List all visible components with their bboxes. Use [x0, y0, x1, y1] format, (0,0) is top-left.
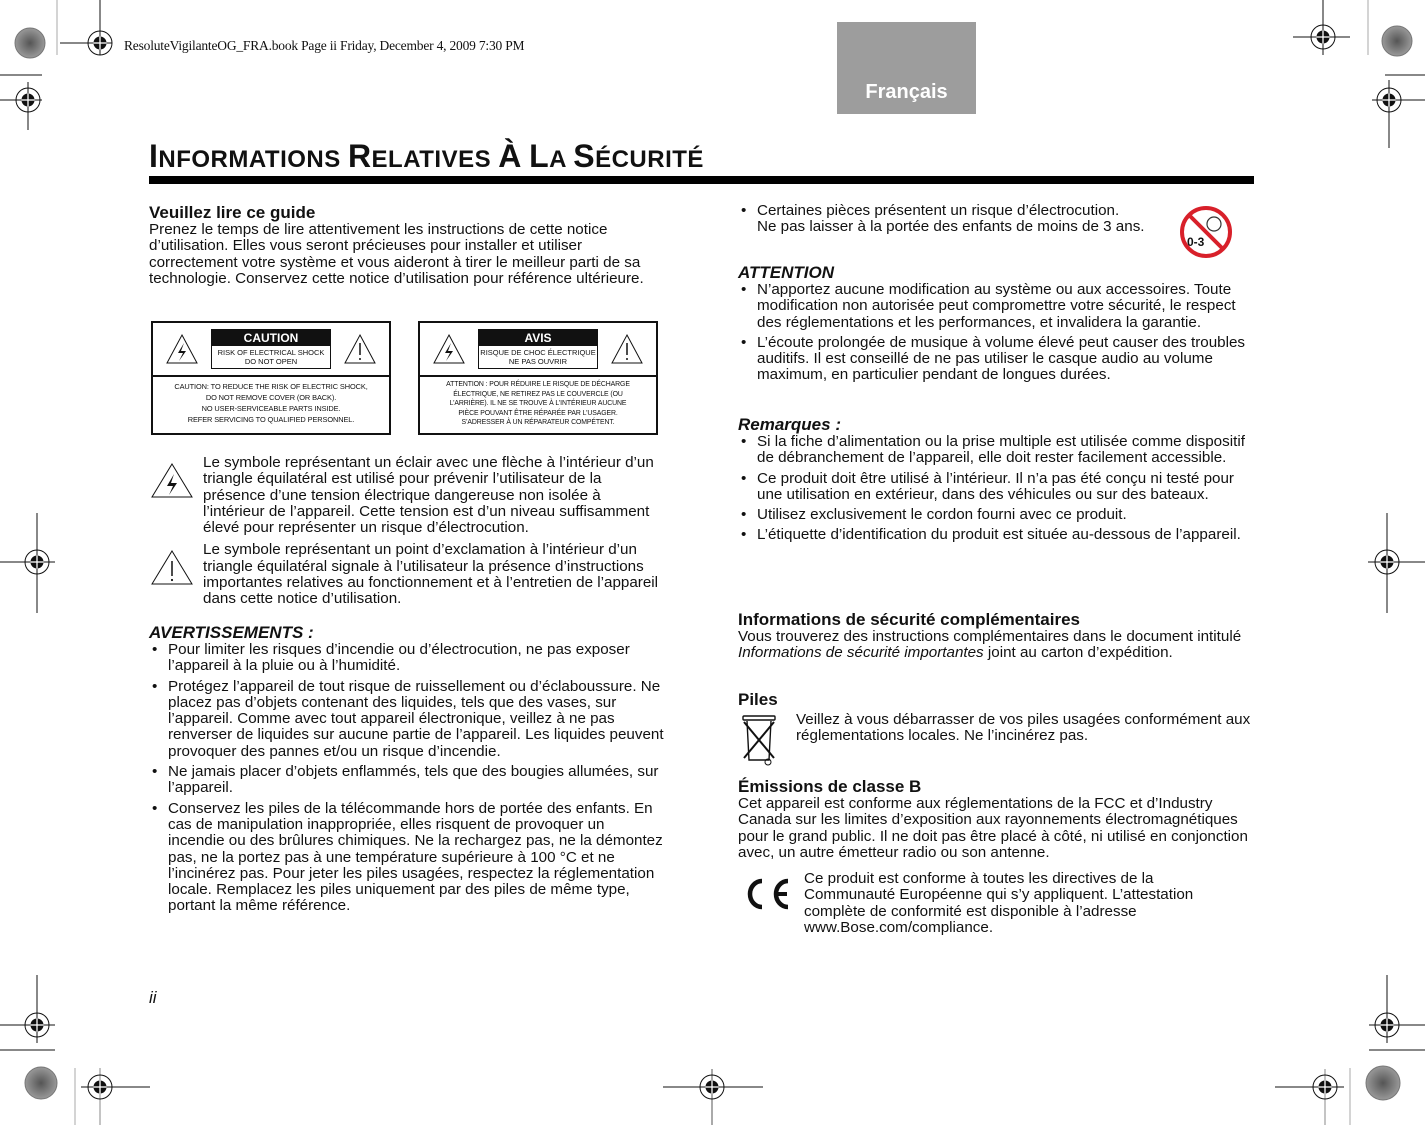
lightning-triangle-icon [432, 333, 466, 365]
list-item: • Pour limiter les risques d’incendie ou d’électrocution, ne pas exposer l’appareil à la pluie ou à l’humidité. [149, 642, 664, 675]
remarks-section [738, 415, 1253, 548]
language-tab [837, 22, 976, 114]
emissions-section: Émissions de classe B Cet appareil est conforme aux réglementations de la FCC et d’Industry Canada sur les limites d’exposition aux rayonnements électromagnétiques pour le grand public. Il ne doit pas être placé à côté, ni utilisé en conjonction avec, un autre émetteur radio ou son antenne. Ce produit est conforme à toutes les directives de la Communauté Européenne qui s’y appliquent. L’attestation complète de conformité est disponible à l’adresse www.Bose.com/compliance. [738, 777, 1253, 936]
list-item: • L’étiquette d’identification du produit est située au-dessous de l’appareil. [738, 527, 1253, 543]
list-item: • Certaines pièces présentent un risque d’électrocution. Ne pas laisser à la portée des enfants de moins de 3 ans. [738, 203, 1178, 236]
ce-mark-icon [738, 871, 804, 915]
exclamation-triangle-icon [610, 333, 644, 365]
symbol-row: Le symbole représentant un éclair avec une flèche à l’intérieur d’un triangle équilatéral est utilisé pour prévenir l’utilisateur de la présence d’une tension électrique dangereuse non isolée à l’intérieur de l’appareil. Cette tension est d’un niveau suffisamment élevé pour représenter un risque d’électrocution. [151, 455, 666, 536]
batteries-section: Piles Veillez à vous débarrasser de vos piles usagées conformément aux réglementations locales. Ne l’incinérez pas. [738, 690, 1253, 768]
warnings-list [149, 642, 664, 915]
avis-label: AVIS RISQUE DE CHOC ÉLECTRIQUE NE PAS OUVRIR ATTENTION : POUR RÉDUIRE LE RISQUE DE DÉCHARGE ÉLECTRIQUE, NE RETIREZ PAS LE COUVERCLE (OU L’ARRIÈRE). IL NE SE TROUVE À L’INTÉRIEUR AUCUNE PIÈCE POUVANT ÊTRE RÉPARÉE PAR L’USAGER. S’ADRESSER À UN RÉPARATEUR COMPÉTENT. [418, 321, 658, 435]
lightning-triangle-icon [151, 461, 193, 499]
remarks-heading: Remarques : [738, 415, 841, 434]
list-item: • N’apportez aucune modification au système ou aux accessoires. Toute modification non autorisée peut compromettre votre sécurité, le respect des réglementations et les performances, et invalidera la garantie. [738, 282, 1253, 331]
emissions-heading: Émissions de classe B [738, 777, 922, 796]
attention-section [738, 263, 1253, 388]
extra-safety-info: Informations de sécurité complémentaires Vous trouverez des instructions complémentaires dans le document intitulé Informations de sécurité importantes joint au carton d’expédition. [738, 610, 1253, 662]
extra-info-heading: Informations de sécurité complémentaires [738, 610, 1080, 629]
attention-heading: ATTENTION [738, 263, 835, 282]
caution-label: CAUTION RISK OF ELECTRICAL SHOCK DO NOT OPEN CAUTION: TO REDUCE THE RISK OF ELECTRIC SHOCK, DO NOT REMOVE COVER (OR BACK). NO USER-SERVICEABLE PARTS INSIDE. REFER SERVICING TO QUALIFIED PERSONNEL. [151, 321, 391, 435]
symbol-row: Le symbole représentant un point d’exclamation à l’intérieur d’un triangle équilatéral signale à l’utilisateur la présence d’instructions importantes relatives au fonctionnement et à l’entretien de l’appareil dans cette notice d’utilisation. [151, 542, 666, 607]
list-item: • Si la fiche d’alimentation ou la prise multiple est utilisée comme dispositif de débranchement de l’appareil, elle doit rester facilement accessible. [738, 434, 1253, 467]
language-tab-label: Français [865, 81, 948, 103]
list-item: • Utilisez exclusivement le cordon fourni avec ce produit. [738, 507, 1253, 523]
list-item: • Ce produit doit être utilisé à l’intérieur. Il n’a pas été conçu ni testé pour une utilisation en extérieur, dans des véhicules ou sur des bateaux. [738, 471, 1253, 504]
list-item: • Conservez les piles de la télécommande hors de portée des enfants. En cas de manipulation inappropriée, elles risquent de provoquer un incendie ou des brûlures chimiques. Ne la rechargez pas, ne la démontez pas, ne la portez pas à une température supérieure à 100 °C et ne l’incinérez pas. Pour jeter les piles usagées, respectez la réglementation locale. Remplacez les piles uniquement par des piles de même type, portant la même référence. [149, 801, 664, 915]
list-item: • Ne jamais placer d’objets enflammés, tels que des bougies allumées, sur l’appareil. [149, 764, 664, 797]
warnings-section [149, 623, 664, 919]
read-guide-body: Prenez le temps de lire attentivement les instructions de cette notice d’utilisation. Elles vous seront précieuses pour installer et utiliser correctement votre système et vous aideront à tirer le meilleur parti de sa technologie. Conservez cette notice d’utilisation pour référence ultérieure. [149, 221, 644, 287]
symbol-explanations [151, 455, 666, 614]
list-item: • Protégez l’appareil de tout risque de ruissellement ou d’éclaboussure. Ne placez pas d’objets contenant des liquides, tels que des vases, sur l’appareil. Comme avec tout appareil électronique, veillez à ne pas renverser de liquides sur aucune partie de l’appareil. Les liquides peuvent provoquer des pannes et/ou un risque d’incendie. [149, 679, 664, 760]
svg-text:0-3: 0-3 [1187, 235, 1205, 249]
read-guide-heading: Veuillez lire ce guide [149, 203, 316, 222]
print-header: ResoluteVigilanteOG_FRA.book Page ii Friday, December 4, 2009 7:30 PM [124, 38, 525, 53]
left-column [149, 203, 664, 287]
batteries-heading: Piles [738, 690, 778, 709]
small-parts-warning [738, 203, 1178, 240]
page-title: INFORMATIONS RELATIVES À LA SÉCURITÉ [149, 138, 704, 174]
crossed-bin-icon [738, 712, 796, 768]
exclamation-triangle-icon [343, 333, 377, 365]
exclamation-triangle-icon [151, 548, 193, 586]
lightning-triangle-icon [165, 333, 199, 365]
warnings-heading: AVERTISSEMENTS : [149, 623, 314, 642]
list-item: • L’écoute prolongée de musique à volume élevé peut causer des troubles auditifs. Il est conseillé de ne pas utiliser le casque audio au volume maximum, en particulier pendant de longues durées. [738, 335, 1253, 384]
page-number: ii [149, 988, 157, 1007]
no-children-under-3-icon [1178, 204, 1234, 260]
title-rule [149, 176, 1254, 184]
